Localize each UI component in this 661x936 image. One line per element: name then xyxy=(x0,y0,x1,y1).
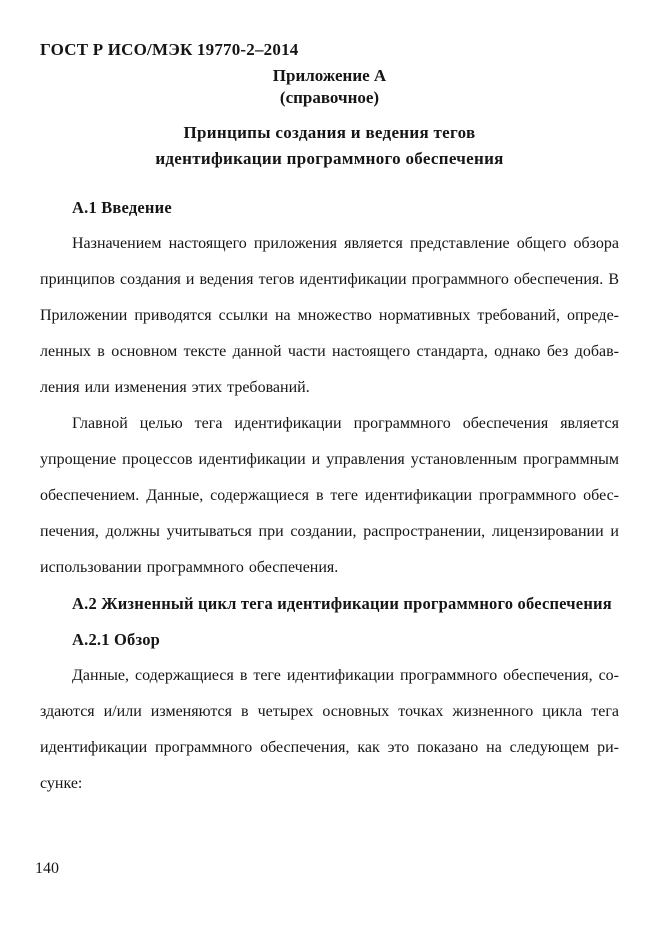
page-number: 140 xyxy=(35,860,59,877)
title-block xyxy=(40,65,619,172)
appendix-label: Приложение А xyxy=(272,66,387,85)
document-title-line1: Принципы создания и ведения тегов xyxy=(183,123,476,142)
paragraph-line: сунке: xyxy=(40,775,83,792)
paragraph-line: Данные, содержащиеся в теге идентификации программного обеспечения, со- xyxy=(72,667,619,684)
appendix-type: (справочное) xyxy=(279,88,380,107)
paragraph-1 xyxy=(40,226,619,406)
paragraph-line: упрощение процессов идентификации и управления установленным программным xyxy=(40,451,619,468)
paragraph-line: Главной целью тега идентификации программного обеспечения является xyxy=(72,415,619,432)
document-title xyxy=(40,120,619,172)
paragraph-line: ления или изменения этих требований. xyxy=(40,379,310,396)
paragraph-line: Приложении приводятся ссылки на множество нормативных требований, опреде- xyxy=(40,307,619,324)
document-number: ГОСТ Р ИСО/МЭК 19770-2–2014 xyxy=(40,40,299,59)
paragraph-2 xyxy=(40,406,619,586)
paragraph-line: ленных в основном тексте данной части настоящего стандарта, однако без добав- xyxy=(40,343,619,360)
paragraph-line: здаются и/или изменяются в четырех основных точках жизненного цикла тега xyxy=(40,703,619,720)
paragraph-line: использовании программного обеспечения. xyxy=(40,559,339,576)
paragraph-line: обеспечением. Данные, содержащиеся в теге идентификации программного обес- xyxy=(40,487,619,504)
document-title-line2: идентификации программного обеспечения xyxy=(155,149,504,168)
paragraph-line: печения, должны учитываться при создании, распространении, лицензировании и xyxy=(40,523,619,540)
paragraph-line: идентификации программного обеспечения, как это показано на следующем ри- xyxy=(40,739,619,756)
paragraph-line: Назначением настоящего приложения является представление общего обзора xyxy=(72,235,619,252)
paragraph-line: принципов создания и ведения тегов идентификации программного обеспечения. В xyxy=(40,271,619,288)
document-body xyxy=(40,190,619,802)
paragraph-3 xyxy=(40,658,619,802)
section-heading-a21: А.2.1 Обзор xyxy=(72,630,161,649)
section-heading-a1: А.1 Введение xyxy=(72,198,172,217)
section-heading-a2: А.2 Жизненный цикл тега идентификации программного обеспечения xyxy=(72,594,612,613)
